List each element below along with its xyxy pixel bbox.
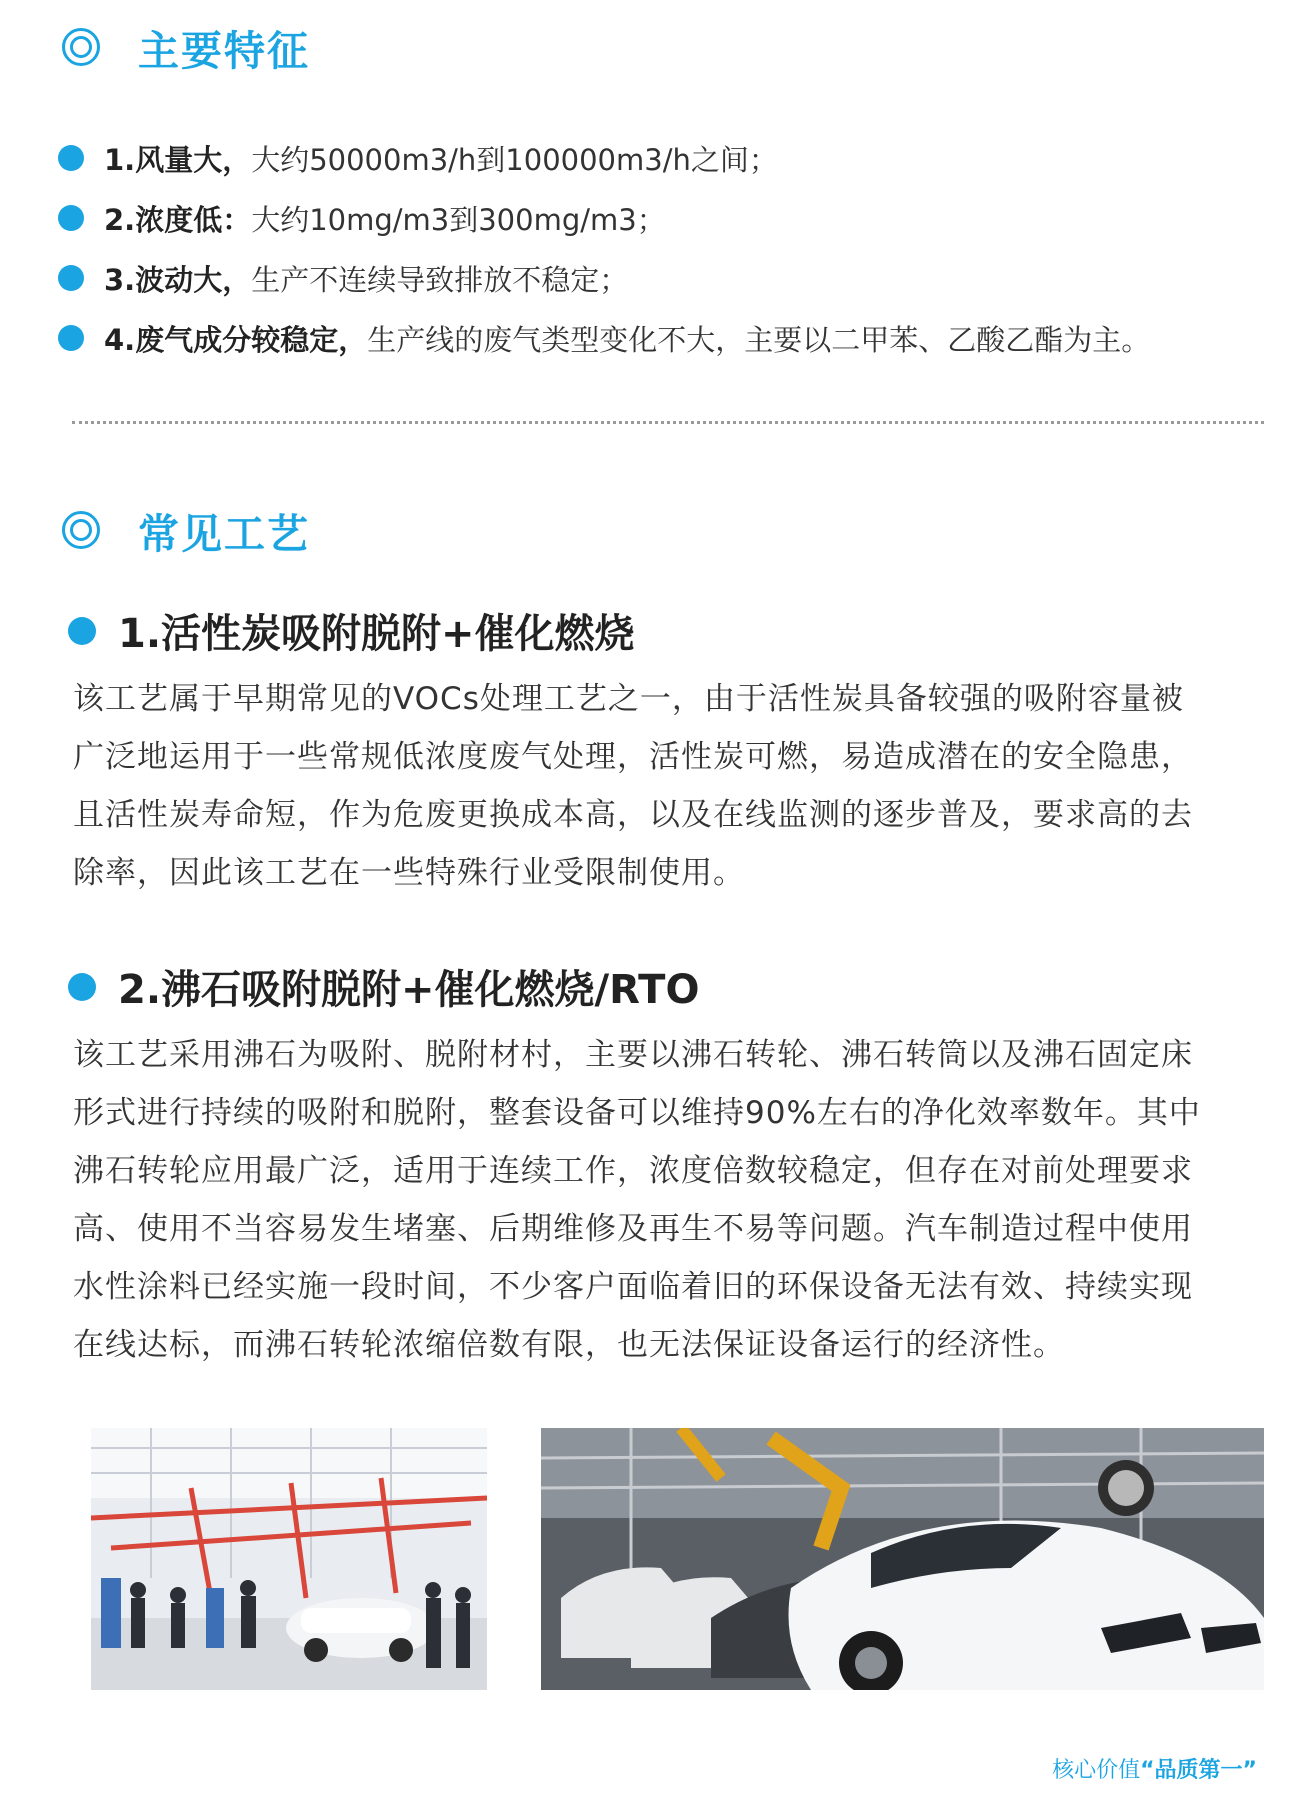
paragraph-line: 高、使用不当容易发生堵塞、后期维修及再生不易等问题。汽车制造过程中使用 [73,1211,1193,1247]
feature-text: 大约10mg/m3到300mg/m3； [251,202,666,237]
section-title-features [62,17,310,77]
feature-head: 2.浓度低： [104,202,252,237]
sports-car-image [541,1428,1264,1690]
paragraph-line: 广泛地运用于一些常规低浓度废气处理，活性炭可燃，易造成潜在的安全隐患， [73,739,1193,775]
bullet-icon [68,973,96,1001]
bullet-icon [58,325,84,351]
footer-slogan-text: “品质第一” [1140,1758,1257,1783]
bullet-icon [58,145,84,171]
feature-text: 大约50000m3/h到100000m3/h之间； [251,142,778,177]
process-1-title: 1.活性炭吸附脱附+催化燃烧 [118,611,635,657]
bullet-icon [58,265,84,291]
footer-slogan [1052,1753,1257,1784]
paragraph-line: 除率，因此该工艺在一些特殊行业受限制使用。 [73,855,745,891]
paragraph-line: 水性涂料已经实施一段时间，不少客户面临着旧的环保设备无法有效、持续实现 [73,1269,1193,1305]
paragraph-line: 该工艺采用沸石为吸附、脱附材村，主要以沸石转轮、沸石转筒以及沸石固定床 [73,1037,1193,1073]
car-production-photo [541,1428,1264,1690]
paragraph-line: 沸石转轮应用最广泛，适用于连续工作，浓度倍数较稳定，但存在对前处理要求 [73,1153,1193,1189]
process-2-heading [68,958,699,1015]
process-1-paragraph [73,670,1268,902]
paragraph-line: 在线达标，而沸石转轮浓缩倍数有限，也无法保证设备运行的经济性。 [73,1327,1065,1363]
list-item [58,308,1258,368]
process-1-heading [68,602,635,659]
features-list [58,128,1258,368]
feature-text: 生产线的废气类型变化不大，主要以二甲苯、乙酸乙酯为主。 [367,322,1151,357]
feature-text: 生产不连续导致排放不稳定； [251,262,629,297]
footer-prefix: 核心价值 [1052,1758,1141,1783]
paragraph-line: 且活性炭寿命短，作为危废更换成本高，以及在线监测的逐步普及，要求高的去 [73,797,1193,833]
section-title-processes [62,500,310,560]
list-item [58,128,1258,188]
feature-head: 4.废气成分较稳定， [104,322,368,357]
paragraph-line: 形式进行持续的吸附和脱附，整套设备可以维持90%左右的净化效率数年。其中 [73,1095,1201,1131]
paragraph-line: 该工艺属于早期常见的VOCs处理工艺之一，由于活性炭具备较强的吸附容量被 [73,681,1184,717]
factory-assembly-photo [91,1428,487,1690]
feature-head: 1.风量大， [104,142,252,177]
dotted-divider [72,421,1264,424]
bullet-icon [68,617,96,645]
double-circle-icon [62,28,100,66]
section-title-label: 常见工艺 [138,509,310,558]
feature-head: 3.波动大， [104,262,252,297]
section-title-label: 主要特征 [138,26,310,75]
double-circle-icon [62,511,100,549]
process-2-paragraph [73,1026,1268,1374]
factory-scene-image [91,1428,487,1690]
list-item [58,188,1258,248]
list-item [58,248,1258,308]
bullet-icon [58,205,84,231]
process-2-title: 2.沸石吸附脱附+催化燃烧/RTO [118,967,700,1013]
